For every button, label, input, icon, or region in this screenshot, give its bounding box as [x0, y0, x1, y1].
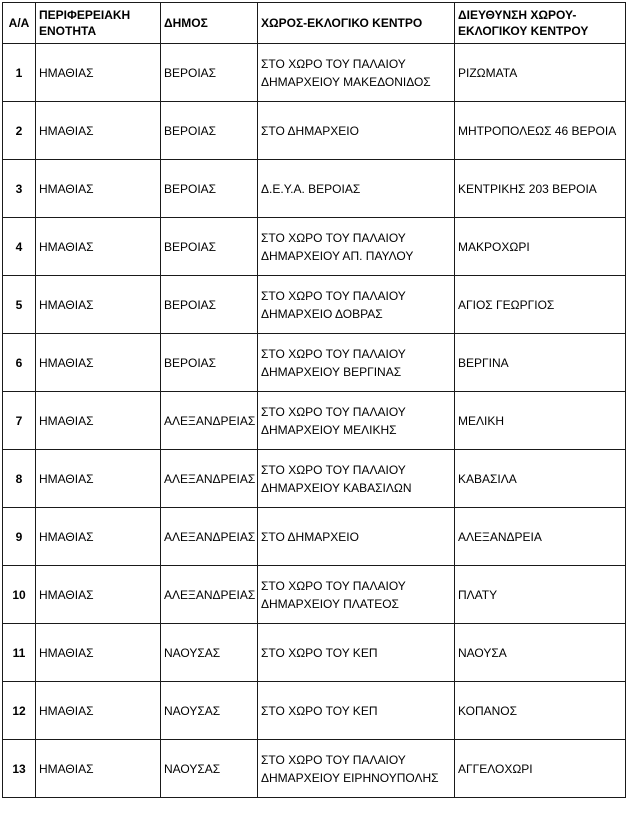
cell-region: ΗΜΑΘΙΑΣ — [36, 334, 161, 392]
cell-center: ΣΤΟ ΧΩΡΟ ΤΟΥ ΠΑΛΑΙΟΥ ΔΗΜΑΡΧΕΙΟΥ ΒΕΡΓΙΝΑΣ — [258, 334, 455, 392]
table-body — [3, 44, 626, 798]
table-row — [3, 334, 626, 392]
table-row — [3, 508, 626, 566]
table-row — [3, 276, 626, 334]
table-row — [3, 624, 626, 682]
table-row — [3, 44, 626, 102]
cell-municipality: ΑΛΕΞΑΝΔΡΕΙΑΣ — [161, 508, 258, 566]
cell-aa: 5 — [3, 276, 36, 334]
table-row — [3, 740, 626, 798]
cell-address: ΜΕΛΙΚΗ — [455, 392, 626, 450]
cell-address: ΒΕΡΓΙΝΑ — [455, 334, 626, 392]
cell-aa: 12 — [3, 682, 36, 740]
cell-center: ΣΤΟ ΔΗΜΑΡΧΕΙΟ — [258, 508, 455, 566]
cell-address: ΑΓΙΟΣ ΓΕΩΡΓΙΟΣ — [455, 276, 626, 334]
cell-aa: 8 — [3, 450, 36, 508]
cell-municipality: ΒΕΡΟΙΑΣ — [161, 44, 258, 102]
table-row — [3, 102, 626, 160]
cell-municipality: ΒΕΡΟΙΑΣ — [161, 334, 258, 392]
cell-center: ΣΤΟ ΔΗΜΑΡΧΕΙΟ — [258, 102, 455, 160]
cell-region: ΗΜΑΘΙΑΣ — [36, 392, 161, 450]
table-row — [3, 392, 626, 450]
cell-center: ΣΤΟ ΧΩΡΟ ΤΟΥ ΚΕΠ — [258, 682, 455, 740]
table-row — [3, 160, 626, 218]
cell-address: ΚΑΒΑΣΙΛΑ — [455, 450, 626, 508]
cell-center: ΣΤΟ ΧΩΡΟ ΤΟΥ ΠΑΛΑΙΟΥ ΔΗΜΑΡΧΕΙΟΥ ΚΑΒΑΣΙΛΩΝ — [258, 450, 455, 508]
cell-address: ΚΕΝΤΡΙΚΗΣ 203 ΒΕΡΟΙΑ — [455, 160, 626, 218]
cell-aa: 9 — [3, 508, 36, 566]
cell-region: ΗΜΑΘΙΑΣ — [36, 276, 161, 334]
cell-address: ΡΙΖΩΜΑΤΑ — [455, 44, 626, 102]
cell-region: ΗΜΑΘΙΑΣ — [36, 624, 161, 682]
cell-aa: 3 — [3, 160, 36, 218]
header-address: ΔΙΕΥΘΥΝΣΗ ΧΩΡΟΥ-ΕΚΛΟΓΙΚΟΥ ΚΕΝΤΡΟΥ — [455, 3, 626, 44]
cell-municipality: ΑΛΕΞΑΝΔΡΕΙΑΣ — [161, 566, 258, 624]
cell-address: ΠΛΑΤΥ — [455, 566, 626, 624]
table-row — [3, 566, 626, 624]
cell-municipality: ΝΑΟΥΣΑΣ — [161, 624, 258, 682]
cell-aa: 4 — [3, 218, 36, 276]
polling-centers-table — [2, 2, 626, 798]
cell-center: ΣΤΟ ΧΩΡΟ ΤΟΥ ΠΑΛΑΙΟΥ ΔΗΜΑΡΧΕΙΟΥ ΠΛΑΤΕΟΣ — [258, 566, 455, 624]
cell-address: ΜΑΚΡΟΧΩΡΙ — [455, 218, 626, 276]
cell-center: ΣΤΟ ΧΩΡΟ ΤΟΥ ΠΑΛΑΙΟΥ ΔΗΜΑΡΧΕΙΟΥ ΜΕΛΙΚΗΣ — [258, 392, 455, 450]
table-row — [3, 450, 626, 508]
table-header-row — [3, 3, 626, 44]
cell-region: ΗΜΑΘΙΑΣ — [36, 508, 161, 566]
table-row — [3, 218, 626, 276]
cell-region: ΗΜΑΘΙΑΣ — [36, 44, 161, 102]
cell-municipality: ΒΕΡΟΙΑΣ — [161, 160, 258, 218]
cell-region: ΗΜΑΘΙΑΣ — [36, 160, 161, 218]
cell-address: ΜΗΤΡΟΠΟΛΕΩΣ 46 ΒΕΡΟΙΑ — [455, 102, 626, 160]
cell-aa: 13 — [3, 740, 36, 798]
cell-region: ΗΜΑΘΙΑΣ — [36, 102, 161, 160]
cell-region: ΗΜΑΘΙΑΣ — [36, 740, 161, 798]
cell-center: ΣΤΟ ΧΩΡΟ ΤΟΥ ΠΑΛΑΙΟΥ ΔΗΜΑΡΧΕΙΟΥ ΕΙΡΗΝΟΥΠΟΛΗΣ — [258, 740, 455, 798]
cell-center: Δ.Ε.Υ.Α. ΒΕΡΟΙΑΣ — [258, 160, 455, 218]
cell-address: ΑΛΕΞΑΝΔΡΕΙΑ — [455, 508, 626, 566]
header-region: ΠΕΡΙΦΕΡΕΙΑΚΗ ΕΝΟΤΗΤΑ — [36, 3, 161, 44]
cell-address: ΝΑΟΥΣΑ — [455, 624, 626, 682]
header-municipality: ΔΗΜΟΣ — [161, 3, 258, 44]
cell-aa: 6 — [3, 334, 36, 392]
cell-municipality: ΒΕΡΟΙΑΣ — [161, 218, 258, 276]
cell-region: ΗΜΑΘΙΑΣ — [36, 682, 161, 740]
cell-municipality: ΑΛΕΞΑΝΔΡΕΙΑΣ — [161, 450, 258, 508]
cell-address: ΚΟΠΑΝΟΣ — [455, 682, 626, 740]
cell-aa: 1 — [3, 44, 36, 102]
cell-region: ΗΜΑΘΙΑΣ — [36, 566, 161, 624]
cell-center: ΣΤΟ ΧΩΡΟ ΤΟΥ ΠΑΛΑΙΟΥ ΔΗΜΑΡΧΕΙΟΥ ΜΑΚΕΔΟΝΙΔΟΣ — [258, 44, 455, 102]
cell-center: ΣΤΟ ΧΩΡΟ ΤΟΥ ΠΑΛΑΙΟΥ ΔΗΜΑΡΧΕΙΟΥ ΑΠ. ΠΑΥΛΟΥ — [258, 218, 455, 276]
cell-municipality: ΝΑΟΥΣΑΣ — [161, 740, 258, 798]
header-aa: Α/Α — [3, 3, 36, 44]
cell-region: ΗΜΑΘΙΑΣ — [36, 450, 161, 508]
cell-municipality: ΒΕΡΟΙΑΣ — [161, 276, 258, 334]
cell-aa: 11 — [3, 624, 36, 682]
table-row — [3, 682, 626, 740]
cell-municipality: ΒΕΡΟΙΑΣ — [161, 102, 258, 160]
cell-address: ΑΓΓΕΛΟΧΩΡΙ — [455, 740, 626, 798]
cell-municipality: ΑΛΕΞΑΝΔΡΕΙΑΣ — [161, 392, 258, 450]
cell-region: ΗΜΑΘΙΑΣ — [36, 218, 161, 276]
cell-center: ΣΤΟ ΧΩΡΟ ΤΟΥ ΚΕΠ — [258, 624, 455, 682]
cell-municipality: ΝΑΟΥΣΑΣ — [161, 682, 258, 740]
cell-aa: 7 — [3, 392, 36, 450]
cell-aa: 2 — [3, 102, 36, 160]
cell-aa: 10 — [3, 566, 36, 624]
header-center: ΧΩΡΟΣ-ΕΚΛΟΓΙΚΟ ΚΕΝΤΡΟ — [258, 3, 455, 44]
cell-center: ΣΤΟ ΧΩΡΟ ΤΟΥ ΠΑΛΑΙΟΥ ΔΗΜΑΡΧΕΙΟ ΔΟΒΡΑΣ — [258, 276, 455, 334]
